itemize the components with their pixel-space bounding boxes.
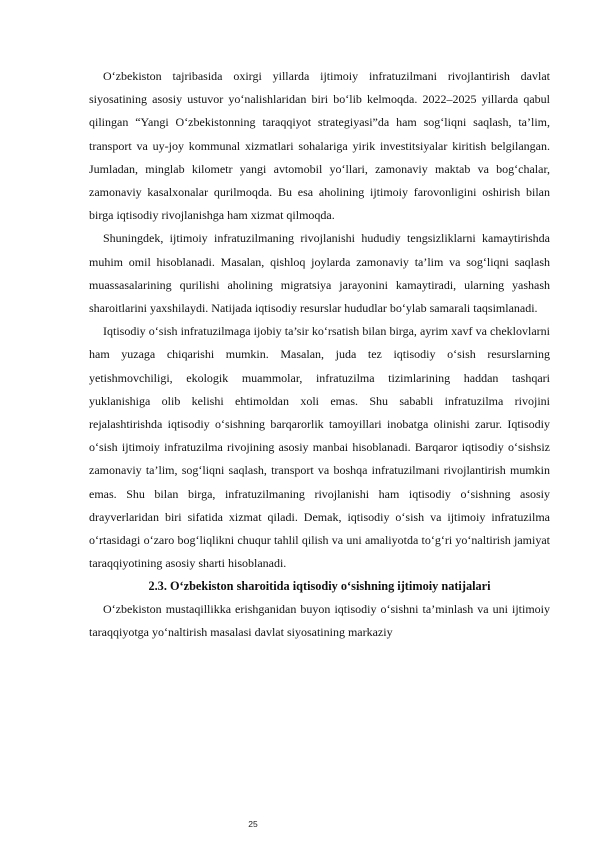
paragraph-infrastructure-policy: O‘zbekiston tajribasida oxirgi yillarda ijtimoiy infratuzilmani rivojlantirish davlat siyosatining asosiy ustuvor yo‘nalishlaridan biri bo‘lib kelmoqda. 2022–2025 yillarda qabul qilingan “Yangi O‘zbekistonning taraqqiyot strategiyasi”da ham sog‘liqni saqlash, ta’lim, transport va uy-joy kommunal xizmatlari sohalariga yirik investitsiyalar kiritish belgilangan. Jumladan, minglab kilometr yangi avtomobil yo‘llari, zamonaviy maktab va bog‘chalar, zamonaviy kasalxonalar qurilmoqda. Bu esa aholining ijtimoiy farovonligini oshirish bilan birga iqtisodiy rivojlanishga ham xizmat qilmoqda.: [89, 69, 550, 223]
paragraph-regional-inequality: Shuningdek, ijtimoiy infratuzilmaning rivojlanishi hududiy tengsizliklarni kamaytirishda muhim omil hisoblanadi. Masalan, qishloq joylarda zamonaviy ta’lim va sog‘liqni saqlash muassasalarining qurilishi aholining migratsiya jarayonini kamaytiradi, ularning yashash sharoitlarini yaxshilaydi. Natijada iqtisodiy resurslar hududlar bo‘ylab samarali taqsimlanadi.: [89, 231, 550, 316]
section-heading: 2.3. O‘zbekiston sharoitida iqtisodiy o‘sishning ijtimoiy natijalari: [148, 579, 491, 594]
paragraph-growth-risks: Iqtisodiy o‘sish infratuzilmaga ijobiy ta’sir ko‘rsatish bilan birga, ayrim xavf va cheklovlarni ham yuzaga chiqarishi mumkin. Masalan, juda tez iqtisodiy o‘sish resurslarning yetishmovchiligi, ekologik muammolar, infratuzilma tizimlarining haddan tashqari yuklanishiga olib kelishi ehtimoldan xoli emas. Shu sababli infratuzilma rivojini rejalashtirishda iqtisodiy o‘sishning barqarorlik tamoyillari inobatga olinishi zarur. Iqtisodiy o‘sish ijtimoiy infratuzilma rivojining asosiy manbai hisoblanadi. Barqaror iqtisodiy o‘sishsiz zamonaviy ta’lim, sog‘liqni saqlash, transport va boshqa infratuzilmani rivojlantirish mumkin emas. Shu bilan birga, infratuzilmaning rivojlanishi ham iqtisodiy o‘sishning asosiy drayverlaridan biri sifatida xizmat qiladi. Demak, iqtisodiy o‘sish va ijtimoiy infratuzilma o‘rtasidagi o‘zaro bog‘liqlikni chuqur tahlil qilish va uni amaliyotda to‘g‘ri yo‘naltirish jamiyat taraqqiyotining asosiy sharti hisoblanadi.: [89, 324, 550, 571]
document-body: [89, 65, 550, 644]
paragraph-independence-growth: O‘zbekiston mustaqillikka erishganidan buyon iqtisodiy o‘sishni ta’minlash va uni ijtimoiy taraqqiyotga yo‘naltirish masalasi davlat siyosatining markaziy: [89, 602, 550, 640]
page-number: 25: [248, 819, 258, 829]
